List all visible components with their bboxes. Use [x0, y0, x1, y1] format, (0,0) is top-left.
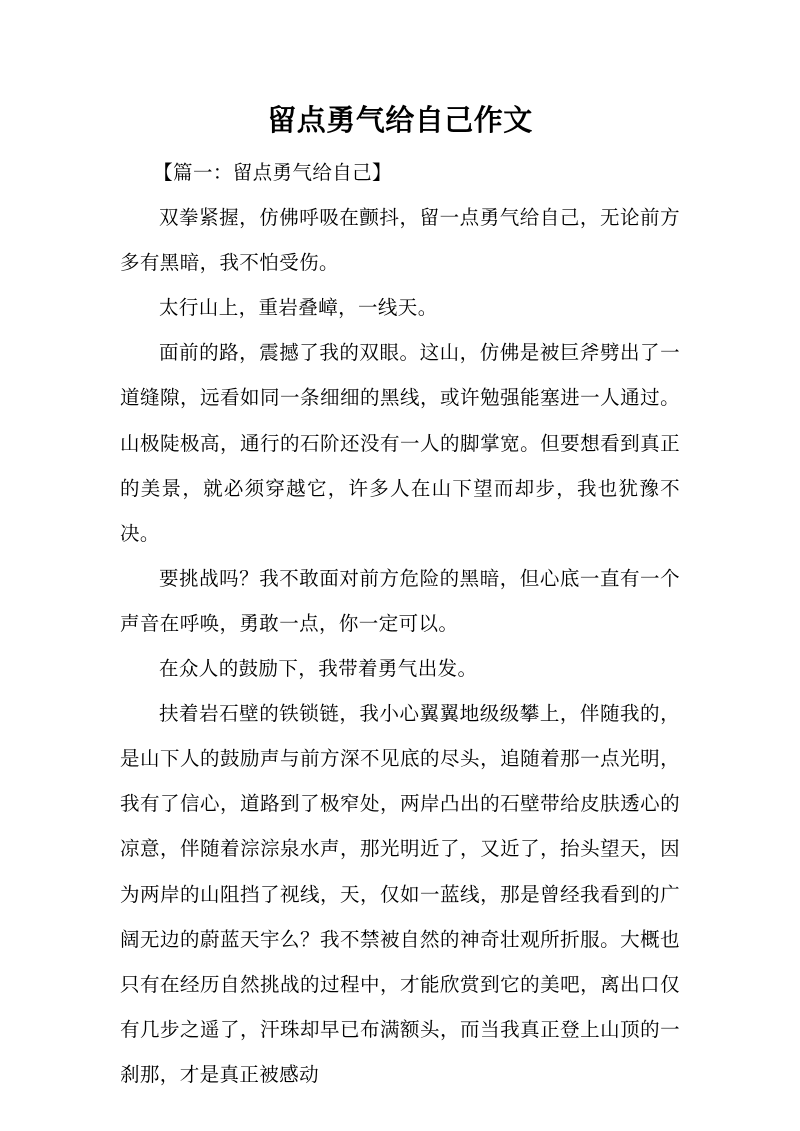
- paragraph: 双拳紧握，仿佛呼吸在颤抖，留一点勇气给自己，无论前方多有黑暗，我不怕受伤。: [120, 206, 680, 275]
- paragraph: 太行山上，重岩叠嶂，一线天。: [159, 296, 438, 320]
- document-body: [120, 150, 680, 1097]
- section-heading: 【篇一：留点勇气给自己】: [153, 161, 392, 184]
- paragraph: 要挑战吗？我不敢面对前方危险的黑暗，但心底一直有一个声音在呼唤，勇敢一点，你一定可以。: [120, 566, 680, 635]
- document-title: 留点勇气给自己作文: [267, 103, 533, 137]
- paragraph: 面前的路，震撼了我的双眼。这山，仿佛是被巨斧劈出了一道缝隙，远看如同一条细细的黑线，或许勉强能塞进一人通过。山极陡极高，通行的石阶还没有一人的脚掌宽。但要想看到真正的美景，就必须穿越它，许多人在山下望而却步，我也犹豫不决。: [120, 341, 680, 545]
- paragraph: 扶着岩石壁的铁锁链，我小心翼翼地级级攀上，伴随我的，是山下人的鼓励声与前方深不见底的尽头，追随着那一点光明，我有了信心，道路到了极窄处，两岸凸出的石壁带给皮肤透心的凉意，伴随着淙淙泉水声，那光明近了，又近了，抬头望天，因为两岸的山阻挡了视线，天，仅如一蓝线，那是曾经我看到的广阔无边的蔚蓝天宇么？我不禁被自然的神奇壮观所折服。大概也只有在经历自然挑战的过程中，才能欣赏到它的美吧，离出口仅有几步之遥了，汗珠却早已布满额头，而当我真正登上山顶的一刹那，才是真正被感动: [120, 702, 680, 1086]
- paragraph: 在众人的鼓励下，我带着勇气出发。: [159, 657, 478, 681]
